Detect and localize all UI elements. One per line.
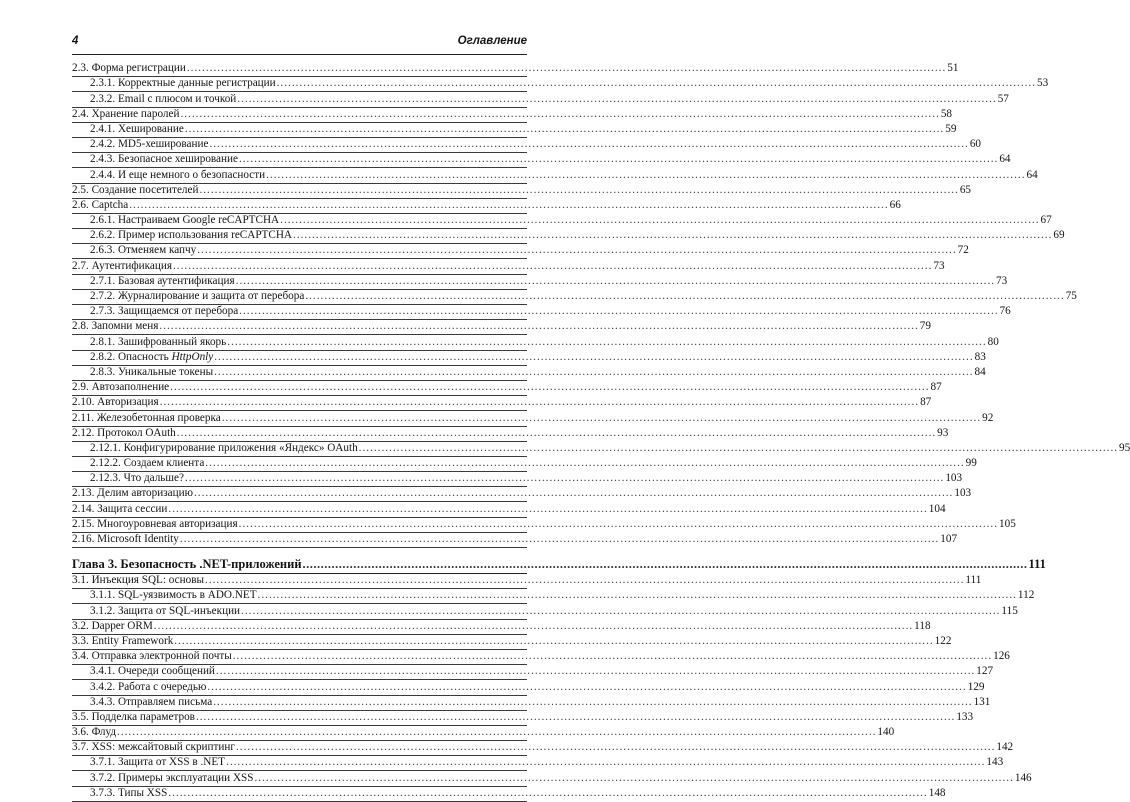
leader-dots: ........................................................................................................................................................................................................	[238, 517, 999, 530]
toc-entry-page: 95	[1119, 441, 1130, 454]
toc-entry[interactable]	[72, 487, 972, 502]
leader-dots: ........................................................................................................................................................................................................	[214, 365, 974, 378]
toc-entry-label: 3.1. Инъекция SQL: основы	[72, 574, 205, 587]
table-of-contents	[72, 62, 1130, 802]
leader-dots: ........................................................................................................................................................................................................	[176, 426, 937, 439]
leader-dots: ........................................................................................................................................................................................................	[168, 502, 928, 515]
toc-entry-label: 3.4.3. Отправляем письма	[90, 695, 213, 708]
toc-entry-label: 3.5. Подделка параметров	[72, 710, 195, 723]
leader-dots: ........................................................................................................................................................................................................	[237, 92, 997, 105]
leader-dots: ........................................................................................................................................................................................................	[305, 290, 1065, 302]
leader-dots: ........................................................................................................................................................................................................	[193, 487, 954, 500]
toc-entry[interactable]	[72, 680, 985, 695]
toc-entry-page: 51	[947, 62, 959, 75]
toc-entry[interactable]	[72, 726, 895, 741]
toc-entry[interactable]	[72, 441, 1130, 457]
toc-entry-label: 2.5. Создание посетителей	[72, 183, 199, 196]
toc-entry-page: 115	[1001, 604, 1018, 617]
toc-entry[interactable]	[72, 771, 1032, 786]
toc-entry-label: 2.12.2. Создаем клиента	[90, 457, 205, 470]
toc-entry-label: 2.3. Форма регистрации	[72, 62, 186, 75]
leader-dots: ........................................................................................................................................................................................................	[215, 665, 976, 678]
toc-entry-page: 73	[996, 274, 1008, 287]
leader-dots: ........................................................................................................................................................................................................	[168, 786, 928, 799]
toc-chapter-label: Глава 3. Безопасность .NET-приложений	[72, 557, 302, 571]
toc-entry-label: 2.3.2. Email с плюсом и точкой	[90, 92, 237, 105]
toc-entry-page: 59	[945, 122, 957, 135]
toc-entry-page: 111	[965, 574, 982, 587]
toc-entry[interactable]	[72, 517, 1016, 533]
leader-dots: ........................................................................................................................................................................................................	[358, 441, 1119, 454]
toc-entry-page: 146	[1014, 771, 1032, 784]
toc-entry-page: 75	[1065, 290, 1077, 302]
leader-dots: ........................................................................................................................................................................................................	[257, 589, 1017, 602]
leader-dots: ........................................................................................................................................................................................................	[302, 557, 1028, 571]
toc-entry-label: 2.8.2. Опасность HttpOnly	[90, 350, 214, 363]
toc-entry-page: 104	[928, 502, 946, 515]
leader-dots: ........................................................................................................................................................................................................	[293, 229, 1053, 242]
toc-entry[interactable]	[72, 411, 994, 426]
toc-entry-label: 2.3.1. Корректные данные регистрации	[90, 77, 276, 90]
toc-entry-page: 57	[997, 92, 1009, 105]
leader-dots: ........................................................................................................................................................................................................	[235, 741, 996, 754]
toc-entry-label: 3.1.1. SQL-уязвимость в ADO.NET	[90, 589, 257, 602]
leader-dots: ........................................................................................................................................................................................................	[238, 153, 999, 166]
toc-entry[interactable]	[72, 62, 959, 77]
toc-entry-page: 92	[982, 411, 994, 424]
leader-dots: ........................................................................................................................................................................................................	[197, 244, 957, 257]
toc-entry[interactable]	[72, 229, 1065, 244]
toc-entry-label: 2.4.1. Хеширование	[90, 122, 184, 135]
toc-entry-page: 87	[930, 381, 942, 394]
toc-entry[interactable]	[72, 589, 1035, 604]
leader-dots: ........................................................................................................................................................................................................	[129, 198, 889, 211]
toc-entry-label: 3.7.3. Типы XSS	[90, 786, 168, 799]
toc-entry[interactable]	[72, 634, 952, 650]
leader-dots: ........................................................................................................................................................................................................	[184, 122, 945, 135]
toc-chapter-page: 111	[1028, 557, 1046, 571]
leader-dots: ........................................................................................................................................................................................................	[184, 472, 945, 485]
leader-dots: ........................................................................................................................................................................................................	[199, 183, 959, 196]
toc-entry[interactable]	[72, 274, 1008, 290]
toc-entry-page: 84	[974, 365, 986, 378]
toc-entry-label: 2.7.1. Базовая аутентификация	[90, 274, 235, 287]
toc-entry-page: 142	[996, 741, 1014, 754]
toc-entry-label: 2.4. Хранение паролей	[72, 107, 180, 120]
toc-entry-page: 133	[956, 710, 974, 723]
toc-entry-label: 2.4.3. Безопасное хеширование	[90, 153, 238, 166]
toc-entry[interactable]	[72, 665, 994, 680]
leader-dots: ........................................................................................................................................................................................................	[174, 634, 934, 647]
toc-entry-page: 80	[987, 335, 999, 348]
toc-entry-label: 3.3. Entity Framework	[72, 634, 174, 647]
toc-entry-label: 2.12. Протокол OAuth	[72, 426, 176, 439]
leader-dots: ........................................................................................................................................................................................................	[173, 259, 933, 272]
toc-entry-page: 65	[959, 183, 972, 196]
toc-entry[interactable]	[72, 350, 986, 366]
toc-entry[interactable]	[72, 259, 945, 274]
toc-entry-page: 73	[933, 259, 945, 272]
toc-entry-page: 126	[993, 650, 1010, 663]
toc-entry[interactable]	[72, 756, 1004, 771]
toc-entry-label: 3.6. Флуд	[72, 726, 117, 739]
leader-dots: ........................................................................................................................................................................................................	[117, 726, 877, 739]
leader-dots: ........................................................................................................................................................................................................	[209, 138, 969, 151]
toc-entry-page: 105	[999, 517, 1016, 530]
toc-entry-page: 148	[928, 786, 946, 799]
toc-entry-page: 79	[919, 320, 931, 333]
leader-dots: ........................................................................................................................................................................................................	[153, 619, 914, 632]
toc-entry-page: 64	[999, 153, 1011, 166]
toc-entry-label: 2.11. Железобетонная проверка	[72, 411, 221, 424]
toc-entry[interactable]	[72, 168, 1038, 183]
toc-entry-label: 3.2. Dapper ORM	[72, 619, 153, 632]
toc-entry[interactable]	[72, 396, 932, 411]
toc-entry[interactable]	[72, 122, 957, 138]
toc-entry-page: 99	[965, 457, 977, 470]
toc-entry-page: 76	[999, 305, 1011, 318]
toc-entry-label: 2.9. Автозаполнение	[72, 381, 170, 394]
toc-entry[interactable]	[72, 305, 1011, 320]
leader-dots: ........................................................................................................................................................................................................	[235, 274, 996, 287]
toc-entry-label: 2.10. Авторизация	[72, 396, 159, 409]
toc-entry-page: 122	[934, 634, 952, 647]
toc-entry-page: 118	[914, 619, 931, 632]
toc-entry-label: 2.6.1. Настраиваем Google reCAPTCHA	[90, 214, 280, 227]
toc-entry-page: 69	[1053, 229, 1065, 242]
toc-entry-label: 2.15. Многоуровневая авторизация	[72, 517, 238, 530]
toc-entry[interactable]	[72, 619, 931, 635]
toc-entry-label: 2.4.2. MD5-хеширование	[90, 138, 209, 151]
leader-dots: ........................................................................................................................................................................................................	[241, 604, 1001, 617]
toc-entry-page: 53	[1037, 77, 1049, 90]
toc-entry-label: 3.4. Отправка электронной почты	[72, 650, 232, 663]
toc-entry[interactable]	[72, 741, 1014, 756]
toc-entry-page: 60	[969, 138, 981, 151]
leader-dots: ........................................................................................................................................................................................................	[195, 710, 956, 723]
toc-entry-page: 67	[1040, 214, 1052, 227]
toc-entry[interactable]	[72, 472, 963, 487]
toc-entry[interactable]	[72, 183, 972, 199]
leader-dots: ........................................................................................................................................................................................................	[214, 350, 974, 363]
toc-chapter-heading[interactable]	[72, 548, 1046, 574]
toc-entry-page: 87	[920, 396, 932, 409]
toc-entry-page: 129	[967, 680, 985, 693]
leader-dots: ........................................................................................................................................................................................................	[221, 411, 982, 424]
toc-entry-label: 3.7. XSS: межсайтовый скриптинг	[72, 741, 235, 754]
toc-entry-label: 2.8.3. Уникальные токены	[90, 365, 214, 378]
toc-entry-label: 3.4.2. Работа с очередью	[90, 680, 207, 693]
toc-entry-italic-term: HttpOnly	[171, 350, 214, 363]
leader-dots: ........................................................................................................................................................................................................	[276, 77, 1036, 90]
leader-dots: ........................................................................................................................................................................................................	[226, 756, 986, 769]
leader-dots: ........................................................................................................................................................................................................	[207, 680, 967, 693]
section-title: Оглавление	[457, 35, 527, 47]
toc-entry-label: 3.7.2. Примеры эксплуатации XSS	[90, 771, 254, 784]
toc-entry-page: 103	[954, 487, 972, 500]
page-header	[72, 28, 527, 55]
toc-entry-page: 112	[1017, 589, 1035, 602]
toc-entry[interactable]	[72, 533, 958, 548]
toc-entry[interactable]	[72, 138, 981, 153]
toc-entry-page: 64	[1026, 168, 1038, 181]
toc-entry[interactable]	[72, 198, 901, 214]
toc-entry-page: 66	[889, 198, 901, 211]
toc-entry[interactable]	[72, 604, 1018, 619]
toc-entry[interactable]	[72, 290, 1077, 305]
toc-entry[interactable]	[72, 574, 982, 589]
toc-entry-label: 2.12.1. Конфигурирование приложения «Яндекс» OAuth	[90, 441, 358, 454]
leader-dots: ........................................................................................................................................................................................................	[159, 396, 920, 409]
toc-entry-page: 83	[974, 350, 986, 363]
leader-dots: ........................................................................................................................................................................................................	[280, 214, 1040, 227]
toc-entry[interactable]	[72, 77, 1049, 92]
toc-entry-label: 2.6.2. Пример использования reCAPTCHA	[90, 229, 293, 242]
toc-entry-label: 2.7.2. Журналирование и защита от перебора	[90, 290, 305, 302]
toc-entry[interactable]	[72, 335, 999, 350]
toc-entry[interactable]	[72, 365, 986, 381]
page-number: 4	[72, 35, 79, 47]
toc-entry-label: 3.4.1. Очереди сообщений	[90, 665, 215, 678]
toc-entry-page: 107	[940, 533, 958, 545]
leader-dots: ........................................................................................................................................................................................................	[213, 695, 973, 708]
toc-entry[interactable]	[72, 153, 1011, 168]
toc-entry-page: 127	[976, 665, 994, 678]
leader-dots: ........................................................................................................................................................................................................	[266, 168, 1026, 181]
toc-entry[interactable]	[72, 214, 1052, 229]
toc-entry-label: 2.6. Captcha	[72, 198, 129, 211]
toc-entry-label: 2.8. Запомни меня	[72, 320, 159, 333]
leader-dots: ........................................................................................................................................................................................................	[232, 650, 993, 663]
toc-group-chapter-2-part-2	[72, 365, 1130, 548]
leader-dots: ........................................................................................................................................................................................................	[180, 107, 940, 120]
leader-dots: ........................................................................................................................................................................................................	[186, 62, 947, 75]
leader-dots: ........................................................................................................................................................................................................	[239, 305, 999, 318]
leader-dots: ........................................................................................................................................................................................................	[205, 574, 965, 587]
leader-dots: ........................................................................................................................................................................................................	[227, 335, 987, 348]
toc-entry-label: 2.13. Делим авторизацию	[72, 487, 193, 500]
toc-entry-label: 2.16. Microsoft Identity	[72, 533, 179, 545]
toc-entry[interactable]	[72, 650, 1010, 665]
leader-dots: ........................................................................................................................................................................................................	[254, 771, 1014, 784]
toc-entry-label: 2.7. Аутентификация	[72, 259, 172, 272]
toc-entry[interactable]	[72, 381, 942, 396]
toc-group-chapter-2-part-1	[72, 62, 1077, 351]
toc-entry-page: 93	[937, 426, 949, 439]
toc-entry[interactable]	[72, 92, 1009, 107]
leader-dots: ........................................................................................................................................................................................................	[159, 320, 919, 333]
toc-entry-label: 2.4.4. И еще немного о безопасности	[90, 168, 266, 181]
toc-entry[interactable]	[72, 457, 977, 472]
toc-entry-label: 3.1.2. Защита от SQL-инъекции	[90, 604, 241, 617]
toc-entry[interactable]	[72, 502, 946, 517]
toc-group-chapter-3	[72, 574, 1035, 802]
toc-entry[interactable]	[72, 695, 991, 711]
toc-entry-label: 2.14. Защита сессии	[72, 502, 168, 515]
toc-entry-page: 72	[957, 244, 969, 257]
toc-entry-label: 3.7.1. Защита от XSS в .NET	[90, 756, 226, 769]
toc-entry-page: 143	[986, 756, 1004, 769]
toc-entry[interactable]	[72, 107, 952, 123]
leader-dots: ........................................................................................................................................................................................................	[170, 381, 930, 394]
toc-entry-page: 58	[940, 107, 952, 120]
toc-entry-page: 103	[945, 472, 963, 485]
toc-entry[interactable]	[72, 244, 969, 259]
toc-entry-page: 131	[973, 695, 991, 708]
toc-entry-label: 2.8.1. Зашифрованный якорь	[90, 335, 227, 348]
toc-entry[interactable]	[72, 426, 949, 442]
toc-entry[interactable]	[72, 320, 931, 335]
toc-entry-label: 2.12.3. Что дальше?	[90, 472, 184, 485]
toc-entry-page: 140	[877, 726, 895, 739]
toc-entry-label: 2.6.3. Отменяем капчу	[90, 244, 197, 257]
toc-entry[interactable]	[72, 786, 946, 802]
leader-dots: ........................................................................................................................................................................................................	[179, 533, 940, 545]
toc-entry[interactable]	[72, 710, 974, 726]
toc-entry-label: 2.7.3. Защищаемся от перебора	[90, 305, 239, 318]
leader-dots: ........................................................................................................................................................................................................	[205, 457, 965, 470]
